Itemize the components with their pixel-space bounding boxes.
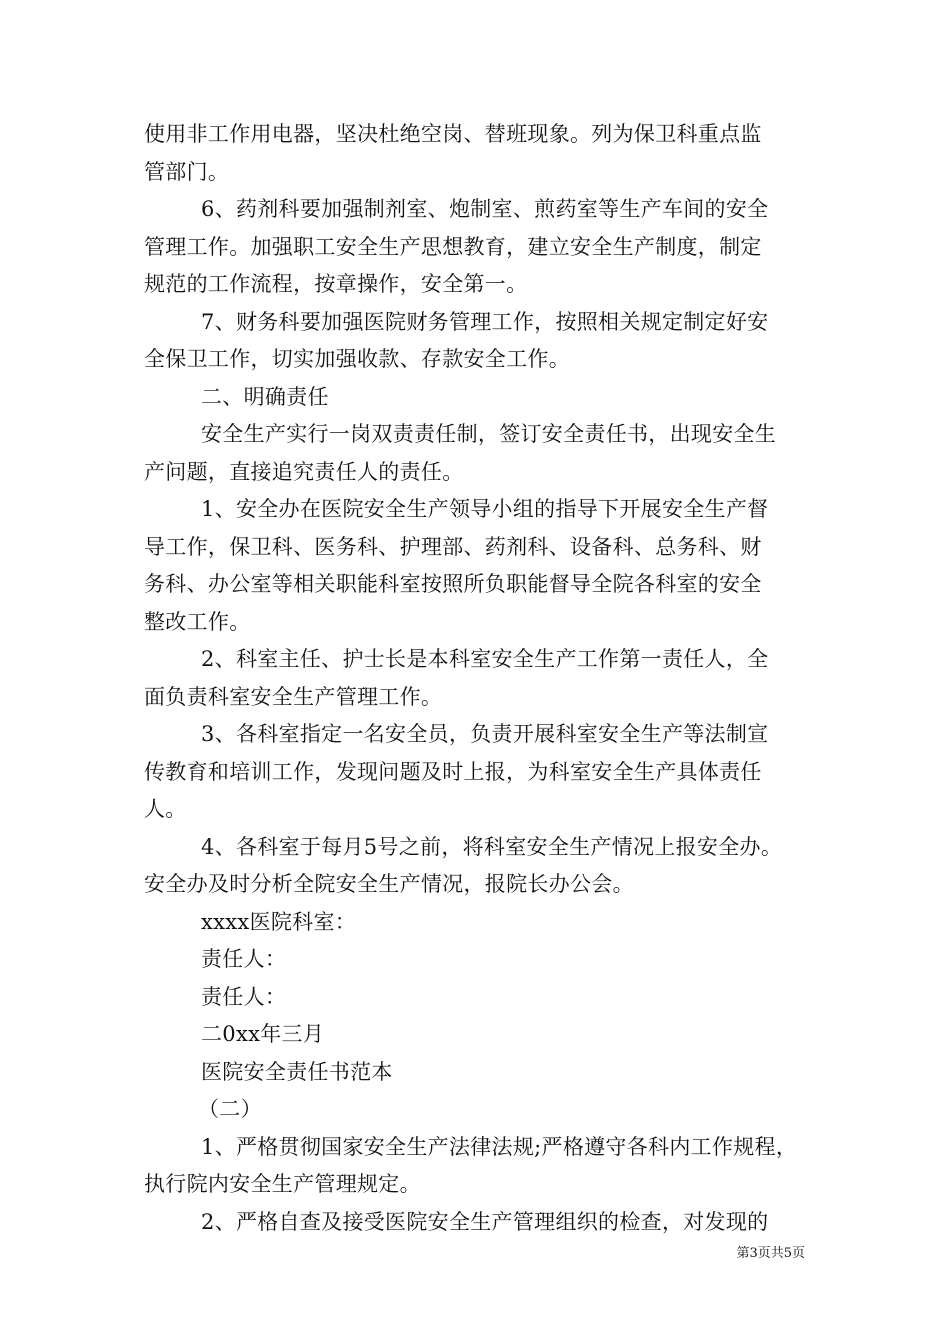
date-line: 二0xx年三月 xyxy=(201,1022,325,1046)
section-heading: 二、明确责任 xyxy=(201,384,329,409)
text-line: 4、各科室于每月5号之前，将科室安全生产情况上报安全办。 xyxy=(201,834,783,859)
page-number-footer: 第3页共5页 xyxy=(736,1246,805,1261)
text-line: 人。 xyxy=(144,797,187,821)
text-line: 规范的工作流程，按章操作，安全第一。 xyxy=(144,272,528,296)
responsible-person-label: 责任人： xyxy=(201,947,287,971)
text-line: 产问题，直接追究责任人的责任。 xyxy=(144,459,464,484)
text-line: 管部门。 xyxy=(144,159,230,184)
text-line: 安全生产实行一岗双责责任制，签订安全责任书，出现安全生 xyxy=(201,422,777,446)
section-number: （二） xyxy=(198,1097,262,1121)
text-line: 7、财务科要加强医院财务管理工作，按照相关规定制定好安 xyxy=(201,309,769,334)
text-line: 3、各科室指定一名安全员，负责开展科室安全生产等法制宣 xyxy=(201,722,769,746)
text-line: 6、药剂科要加强制剂室、炮制室、煎药室等生产车间的安全 xyxy=(201,197,769,221)
signature-unit-label: xxxx医院科室： xyxy=(201,909,357,934)
text-line: 导工作，保卫科、医务科、护理部、药剂科、设备科、总务科、财 xyxy=(144,534,762,559)
responsible-person-label: 责任人： xyxy=(201,984,287,1009)
text-line: 整改工作。 xyxy=(144,609,251,634)
text-line: 面负责科室安全生产管理工作。 xyxy=(144,684,443,709)
text-line: 1、安全办在医院安全生产领导小组的指导下开展安全生产督 xyxy=(201,497,769,521)
text-line: 全保卫工作，切实加强收款、存款安全工作。 xyxy=(144,347,570,371)
text-line: 使用非工作用电器，坚决杜绝空岗、替班现象。列为保卫科重点监 xyxy=(144,122,762,146)
text-line: 管理工作。加强职工安全生产思想教育，建立安全生产制度，制定 xyxy=(144,234,762,259)
text-line: 1、严格贯彻国家安全生产法律法规;严格遵守各科内工作规程， xyxy=(201,1134,798,1159)
text-line: 安全办及时分析全院安全生产情况，报院长办公会。 xyxy=(144,872,634,896)
text-line: 务科、办公室等相关职能科室按照所负职能督导全院各科室的安全 xyxy=(144,572,762,596)
text-line: 传教育和培训工作，发现问题及时上报，为科室安全生产具体责任 xyxy=(144,759,762,784)
text-line: 2、科室主任、护士长是本科室安全生产工作第一责任人，全 xyxy=(201,647,769,671)
text-line: 执行院内安全生产管理规定。 xyxy=(144,1172,421,1196)
text-line: 2、严格自查及接受医院安全生产管理组织的检查，对发现的 xyxy=(201,1209,769,1234)
document-body xyxy=(144,116,810,1241)
document-subtitle: 医院安全责任书范本 xyxy=(201,1059,393,1084)
